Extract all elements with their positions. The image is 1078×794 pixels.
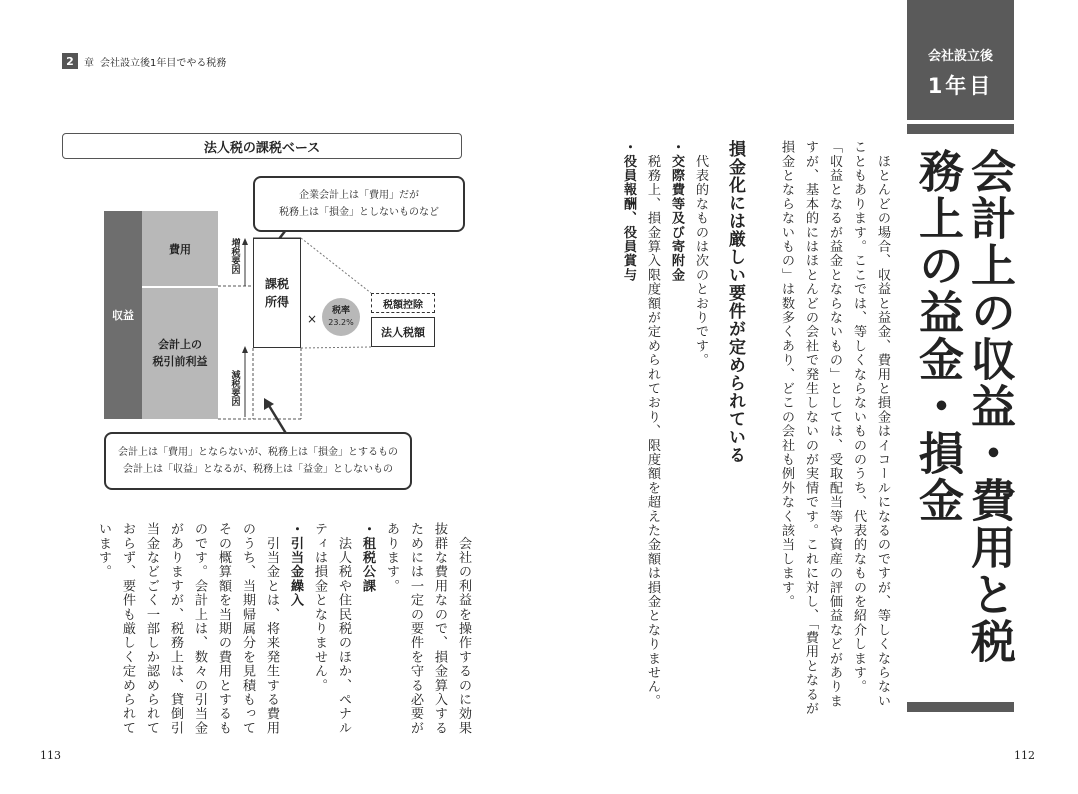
item-text-allowance: 引当金とは、将来発生する費用のうち、当期帰属分を見積もってその概算額を当期の費用とするものです。会計上は、数々の引当金がありますが、税務上は、貸倒引当金などごく一部しか認められておらず、要件も厳しく定められています。 — [96, 522, 279, 736]
taxable-income-box — [253, 238, 301, 348]
page-number-left: 113 — [40, 749, 61, 762]
chapter-number-badge: 2 — [62, 53, 78, 69]
section-header-tab — [907, 0, 1014, 120]
callout-bottom-line2: 会計上は「収益」となるが、税務上は「益金」としないもの — [123, 464, 393, 475]
taxable-line2: 所得 — [264, 295, 289, 309]
corporate-tax-box: 法人税額 — [371, 317, 435, 347]
tax-credit-box: 税額控除 — [371, 293, 435, 313]
tax-rate-label: 税率 — [331, 305, 350, 316]
section-heading: 損金化には厳しい要件が定められている — [725, 140, 745, 464]
item-text-entertainment: 税務上、損金算入限度額が定められており、限度額を超えた金額は損金となりません。 — [645, 154, 660, 709]
tax-rate-circle — [322, 298, 360, 336]
right-paragraph-2: 「収益となるが益金とならないもの」としては、受取配当等や資産の評価益などがありますが、基本的にはほとんどの会社で発生しないのが実情です。これに対し、「費用となるが損金とならないもの」は数多くあり、どこの会社も例外なく該当します。 — [779, 140, 842, 716]
page-title: 会計上の収益・費用と税務上の益金・損金 — [911, 148, 1016, 665]
left-page-body — [90, 522, 475, 742]
right-paragraph-1: ほとんどの場合、収益と益金、費用と損金はイコールになるのですが、等しくならないこともあります。ここでは、等しくならないもののうち、代表的なものを紹介します。 — [851, 140, 890, 709]
callout-non-deductible — [253, 176, 465, 232]
pretax-profit-cell — [142, 288, 218, 419]
expense-cell: 費用 — [142, 211, 218, 286]
tax-rate-value: 23.2% — [328, 317, 354, 327]
page-number-right: 112 — [1014, 749, 1035, 762]
profit-line1: 会計上の — [158, 338, 202, 351]
tax-decrease-factor: 減税要因 — [229, 370, 240, 406]
chapter-word: 章 — [84, 57, 94, 69]
item-title-allowance: ・引当金繰入 — [288, 522, 303, 608]
profit-line2: 税引前利益 — [152, 354, 208, 368]
callout-deductible — [104, 432, 412, 490]
right-page-body — [764, 140, 894, 720]
chapter-title: 会社設立後1年目でやる税務 — [100, 57, 227, 69]
multiply-sign: × — [307, 312, 318, 326]
right-page-list — [608, 140, 712, 720]
tax-increase-factor: 増税要因 — [229, 238, 240, 274]
item-title-officer-pay: ・役員報酬、役員賞与 — [621, 140, 636, 282]
section-header-line2: 1年目 — [927, 74, 994, 98]
callout-top-line2: 税務上は「損金」としないものなど — [279, 207, 439, 218]
left-intro-paragraph: 会社の利益を操作するのに効果抜群な費用なので、損金算入するためには一定の要件を守る必要があります。 — [384, 522, 471, 736]
item-title-entertainment: ・交際費等及び寄附金 — [669, 140, 684, 282]
title-rule-bottom — [907, 702, 1014, 712]
callout-top-line1: 企業会計上は「費用」だが — [299, 190, 419, 201]
title-rule-top — [907, 124, 1014, 134]
section-header-line1: 会社設立後 — [927, 49, 993, 64]
diagram-title: 法人税の課税ベース — [62, 133, 462, 159]
section-intro: 代表的なものは次のとおりです。 — [693, 154, 708, 368]
item-title-taxes: ・租税公課 — [360, 522, 375, 593]
callout-bottom-line1: 会計上は「費用」とならないが、税務上は「損金」とするもの — [118, 447, 398, 458]
revenue-column: 収益 — [104, 211, 142, 419]
item-text-taxes: 法人税や住民税のほか、ペナルティは損金となりません。 — [312, 522, 351, 736]
taxable-line1: 課税 — [264, 277, 289, 291]
